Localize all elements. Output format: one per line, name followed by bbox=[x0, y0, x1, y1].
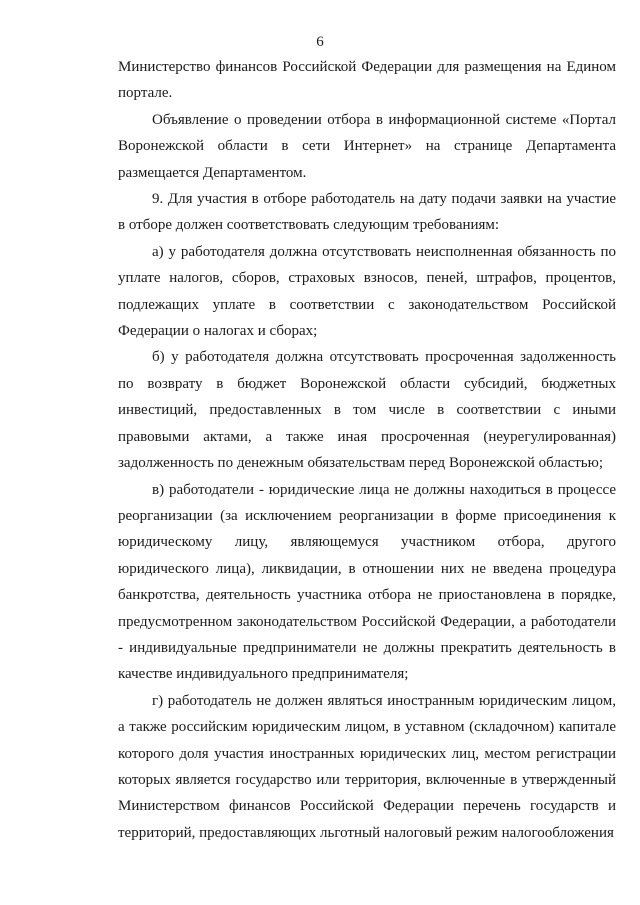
paragraph-continuation: Министерство финансов Российской Федерации для размещения на Едином портале. bbox=[118, 59, 616, 102]
paragraph-item-g: г) работодатель не должен являться иностранным юридическим лицом, а также российским юридическим лицом, в уставном (складочном) капитале которого доля участия иностранных юридических лиц, местом регистрации которых является государство или территория, включенные в утвержденный Министерством финансов Российской Федерации перечень государств и территорий, предоставляющих льготный налоговый режим налогообложения bbox=[118, 692, 616, 841]
paragraph-item-v: в) работодатели - юридические лица не должны находиться в процессе реорганизации (за исключением реорганизации в форме присоединения к юридическому лицу, являющемуся участником отбора, другого юридического лица), ликвидации, в отношении них не введена процедура банкротства, деятельность участника отбора не приостановлена в порядке, предусмотренном законодательством Российской Федерации, а работодатели - индивидуальные предприниматели не должны прекратить деятельность в качестве индивидуального предпринимателя; bbox=[118, 481, 616, 683]
paragraph-announcement: Объявление о проведении отбора в информационной системе «Портал Воронежской области в сети Интернет» на странице Департамента размещается Департаментом. bbox=[118, 111, 616, 181]
paragraph-item-a: а) у работодателя должна отсутствовать неисполненная обязанность по уплате налогов, сборов, страховых взносов, пеней, штрафов, процентов, подлежащих уплате в соответствии с законодательством Российской Федерации о налогах и сборах; bbox=[118, 243, 616, 340]
paragraph-item-9: 9. Для участия в отборе работодатель на дату подачи заявки на участие в отборе должен соответствовать следующим требованиям: bbox=[118, 191, 616, 234]
paragraph-item-b: б) у работодателя должна отсутствовать просроченная задолженность по возврату в бюджет Воронежской области субсидий, бюджетных инвестиций, предоставленных в том числе в соответствии с иными правовыми актами, а также иная просроченная (неурегулированная) задолженность по денежным обязательствам перед Воронежской областью; bbox=[118, 349, 616, 472]
document-body bbox=[118, 54, 616, 846]
page-number: 6 bbox=[316, 34, 324, 50]
